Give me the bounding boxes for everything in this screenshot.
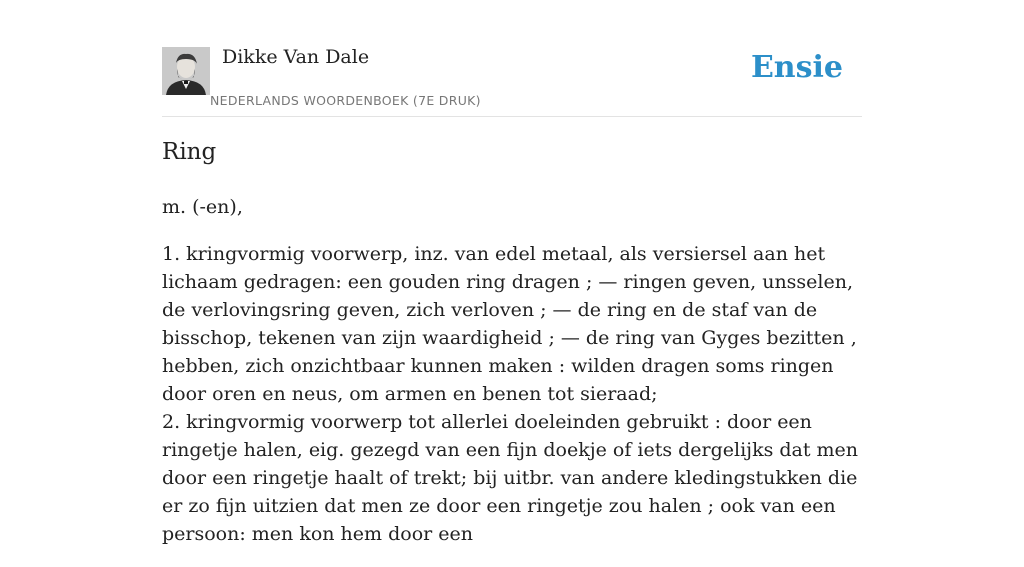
entry-content xyxy=(162,193,868,567)
author-name[interactable]: Dikke Van Dale xyxy=(222,46,370,68)
brand-logo[interactable]: Ensie xyxy=(750,50,843,85)
entry-grammar: m. (-en), xyxy=(162,196,243,218)
source-label[interactable]: NEDERLANDS WOORDENBOEK (7E DRUK) xyxy=(210,93,481,108)
author-portrait-icon xyxy=(162,47,210,95)
avatar[interactable] xyxy=(162,47,210,95)
header xyxy=(162,0,862,117)
entry-definition: 1. kringvormig voorwerp, inz. van edel metaal, als versiersel aan het lichaam gedragen: een gouden ring dragen ; — ringen geven, unsselen, de verlovingsring geven, zich verloven ; — de ring en de staf van de bisschop, tekenen van zijn waardigheid ; — de ring van Gyges bezitten , hebben, zich onzichtbaar kunnen maken : wilden dragen soms ringen door oren en neus, om armen en benen tot sieraad; 2. kringvormig voorwerp tot allerlei doeleinden gebruikt : door een ringetje halen, eig. gezegd van een fijn doekje of iets dergelijks dat men door een ringetje haalt of trekt; bij uitbr. van andere kledingstukken die er zo fijn uitzien dat men ze door een ringetje zou halen ; ook van een persoon: men kon hem door een xyxy=(162,243,859,545)
entry-title: Ring xyxy=(162,139,217,165)
